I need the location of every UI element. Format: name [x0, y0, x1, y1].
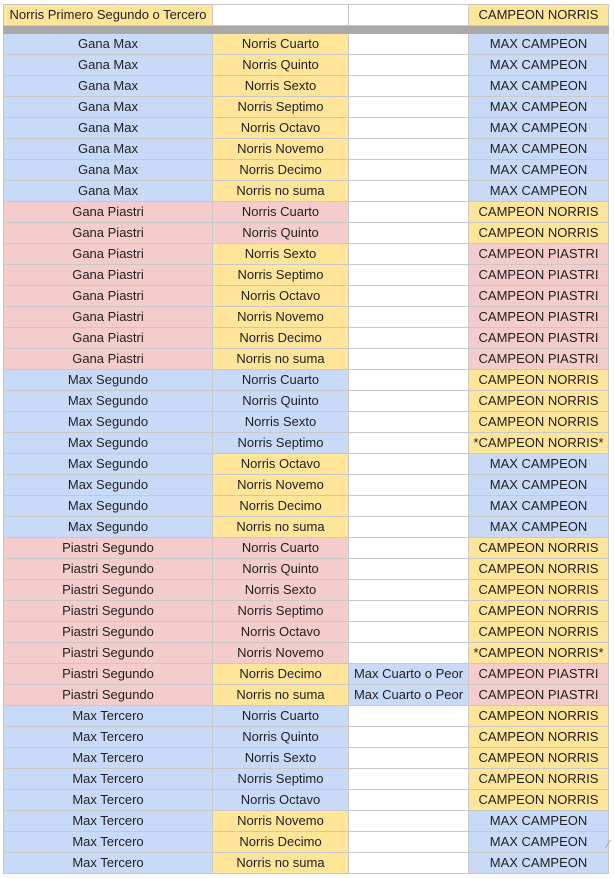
condition-cell[interactable] [349, 286, 469, 307]
result-cell[interactable]: CAMPEON NORRIS [469, 580, 609, 601]
scenario-cell[interactable]: Max Segundo [4, 454, 213, 475]
result-cell[interactable]: CAMPEON NORRIS [469, 559, 609, 580]
table-row [4, 370, 609, 391]
norris-position-cell[interactable]: Norris Octavo [213, 454, 349, 475]
table-row [4, 769, 609, 790]
table-row [4, 517, 609, 538]
scenario-cell[interactable]: Piastri Segundo [4, 622, 213, 643]
result-cell[interactable]: MAX CAMPEON [469, 118, 609, 139]
scenario-cell[interactable]: Gana Max [4, 139, 213, 160]
result-cell[interactable]: CAMPEON NORRIS [469, 622, 609, 643]
header-row [4, 5, 609, 26]
scenario-cell[interactable]: Piastri Segundo [4, 580, 213, 601]
result-cell[interactable]: CAMPEON NORRIS [469, 5, 609, 26]
norris-position-cell[interactable]: Norris Septimo [213, 433, 349, 454]
result-cell[interactable]: MAX CAMPEON [469, 475, 609, 496]
scenario-cell[interactable]: Gana Max [4, 118, 213, 139]
table-row [4, 34, 609, 55]
condition-cell[interactable] [349, 580, 469, 601]
condition-cell[interactable] [349, 76, 469, 97]
scenario-cell[interactable]: Gana Piastri [4, 328, 213, 349]
scenario-cell[interactable]: Gana Max [4, 181, 213, 202]
scenario-cell[interactable]: Max Tercero [4, 748, 213, 769]
norris-position-cell[interactable]: Norris Sexto [213, 748, 349, 769]
scenario-cell[interactable]: Piastri Segundo [4, 685, 213, 706]
condition-cell[interactable] [349, 412, 469, 433]
scenario-cell[interactable]: Max Segundo [4, 496, 213, 517]
scenario-cell[interactable]: Max Segundo [4, 517, 213, 538]
norris-position-cell[interactable]: Norris no suma [213, 685, 349, 706]
scenario-cell[interactable]: Piastri Segundo [4, 559, 213, 580]
result-cell[interactable]: CAMPEON PIASTRI [469, 685, 609, 706]
table-row [4, 664, 609, 685]
table-row [4, 97, 609, 118]
scenario-cell[interactable]: Gana Piastri [4, 349, 213, 370]
norris-position-cell[interactable]: Norris Decimo [213, 160, 349, 181]
scenario-cell[interactable]: Gana Piastri [4, 223, 213, 244]
table-row [4, 832, 609, 853]
separator-cell [349, 26, 469, 34]
scenario-cell[interactable]: Gana Max [4, 34, 213, 55]
condition-cell[interactable] [349, 349, 469, 370]
condition-cell[interactable] [349, 181, 469, 202]
condition-cell[interactable] [349, 559, 469, 580]
result-cell[interactable]: CAMPEON PIASTRI [469, 328, 609, 349]
condition-cell[interactable] [349, 727, 469, 748]
scenario-cell[interactable]: Gana Max [4, 160, 213, 181]
condition-cell[interactable] [349, 433, 469, 454]
result-cell[interactable]: MAX CAMPEON [469, 811, 609, 832]
condition-cell[interactable] [349, 622, 469, 643]
table-row [4, 286, 609, 307]
table-row [4, 643, 609, 664]
table-row [4, 601, 609, 622]
scenario-cell[interactable]: Max Segundo [4, 433, 213, 454]
result-cell[interactable]: CAMPEON PIASTRI [469, 664, 609, 685]
table-row [4, 223, 609, 244]
result-cell[interactable]: CAMPEON PIASTRI [469, 265, 609, 286]
table-row [4, 580, 609, 601]
condition-cell[interactable] [349, 202, 469, 223]
result-cell[interactable]: MAX CAMPEON [469, 517, 609, 538]
condition-cell[interactable] [349, 496, 469, 517]
result-cell[interactable]: CAMPEON PIASTRI [469, 349, 609, 370]
separator-cell [4, 26, 213, 34]
condition-cell[interactable] [349, 5, 469, 26]
scenario-cell[interactable]: Gana Max [4, 76, 213, 97]
norris-position-cell[interactable]: Norris Octavo [213, 118, 349, 139]
condition-cell[interactable] [349, 853, 469, 874]
scenario-cell[interactable]: Max Segundo [4, 391, 213, 412]
norris-position-cell[interactable]: Norris Novemo [213, 643, 349, 664]
table-row [4, 433, 609, 454]
scenario-cell[interactable]: Gana Max [4, 97, 213, 118]
norris-position-cell[interactable]: Norris Cuarto [213, 706, 349, 727]
norris-position-cell[interactable]: Norris Decimo [213, 664, 349, 685]
scenario-cell[interactable]: Gana Piastri [4, 202, 213, 223]
condition-cell[interactable] [349, 244, 469, 265]
norris-position-cell[interactable]: Norris Cuarto [213, 370, 349, 391]
result-cell[interactable]: MAX CAMPEON [469, 34, 609, 55]
scenario-cell[interactable]: Max Tercero [4, 832, 213, 853]
scenario-cell[interactable]: Piastri Segundo [4, 538, 213, 559]
norris-position-cell[interactable]: Norris Novemo [213, 475, 349, 496]
scenario-cell[interactable]: Gana Piastri [4, 265, 213, 286]
table-row [4, 748, 609, 769]
norris-position-cell[interactable]: Norris Octavo [213, 790, 349, 811]
table-row [4, 139, 609, 160]
norris-position-cell[interactable]: Norris Cuarto [213, 34, 349, 55]
table-row [4, 202, 609, 223]
table-row [4, 475, 609, 496]
condition-cell[interactable]: Max Cuarto o Peor [349, 685, 469, 706]
norris-position-cell[interactable]: Norris Novemo [213, 811, 349, 832]
table-row [4, 685, 609, 706]
table-row [4, 853, 609, 874]
result-cell[interactable]: MAX CAMPEON [469, 832, 609, 853]
norris-position-cell[interactable]: Norris Sexto [213, 244, 349, 265]
result-cell[interactable]: CAMPEON PIASTRI [469, 244, 609, 265]
condition-cell[interactable] [349, 223, 469, 244]
result-cell[interactable]: MAX CAMPEON [469, 160, 609, 181]
condition-cell[interactable] [349, 97, 469, 118]
result-cell[interactable]: MAX CAMPEON [469, 181, 609, 202]
scenario-cell[interactable]: Norris Primero Segundo o Tercero [4, 5, 213, 26]
spreadsheet-grid [3, 4, 609, 874]
scenario-cell[interactable]: Piastri Segundo [4, 664, 213, 685]
condition-cell[interactable] [349, 538, 469, 559]
edge-marker-icon: ⁄ [607, 838, 609, 851]
norris-position-cell[interactable]: Norris no suma [213, 181, 349, 202]
table-row [4, 307, 609, 328]
result-cell[interactable]: CAMPEON NORRIS [469, 769, 609, 790]
table-row [4, 76, 609, 97]
condition-cell[interactable] [349, 370, 469, 391]
norris-position-cell[interactable] [213, 5, 349, 26]
norris-position-cell[interactable]: Norris Quinto [213, 391, 349, 412]
scenario-cell[interactable]: Gana Max [4, 55, 213, 76]
result-cell[interactable]: MAX CAMPEON [469, 853, 609, 874]
condition-cell[interactable] [349, 307, 469, 328]
condition-cell[interactable] [349, 832, 469, 853]
scenario-cell[interactable]: Gana Piastri [4, 286, 213, 307]
norris-position-cell[interactable]: Norris Septimo [213, 97, 349, 118]
norris-position-cell[interactable]: Norris Quinto [213, 727, 349, 748]
table-row [4, 706, 609, 727]
result-cell[interactable]: MAX CAMPEON [469, 139, 609, 160]
separator-cell [213, 26, 349, 34]
scenario-cell[interactable]: Max Tercero [4, 853, 213, 874]
condition-cell[interactable] [349, 454, 469, 475]
norris-position-cell[interactable]: Norris Octavo [213, 622, 349, 643]
result-cell[interactable]: CAMPEON NORRIS [469, 748, 609, 769]
condition-cell[interactable] [349, 475, 469, 496]
scenario-cell[interactable]: Gana Piastri [4, 307, 213, 328]
norris-position-cell[interactable]: Norris no suma [213, 349, 349, 370]
result-cell[interactable]: CAMPEON PIASTRI [469, 286, 609, 307]
table-row [4, 118, 609, 139]
table-row [4, 181, 609, 202]
condition-cell[interactable] [349, 811, 469, 832]
condition-cell[interactable] [349, 790, 469, 811]
condition-cell[interactable] [349, 748, 469, 769]
result-cell[interactable]: CAMPEON NORRIS [469, 370, 609, 391]
separator-cell [469, 26, 609, 34]
separator-row [4, 26, 609, 34]
table-row [4, 265, 609, 286]
table-row [4, 55, 609, 76]
result-cell[interactable]: CAMPEON NORRIS [469, 601, 609, 622]
condition-cell[interactable] [349, 139, 469, 160]
result-cell[interactable]: CAMPEON NORRIS [469, 727, 609, 748]
norris-position-cell[interactable]: Norris no suma [213, 517, 349, 538]
table-row [4, 622, 609, 643]
norris-position-cell[interactable]: Norris Cuarto [213, 202, 349, 223]
table-row [4, 328, 609, 349]
condition-cell[interactable] [349, 265, 469, 286]
condition-cell[interactable] [349, 706, 469, 727]
norris-position-cell[interactable]: Norris Novemo [213, 307, 349, 328]
condition-cell[interactable] [349, 391, 469, 412]
norris-position-cell[interactable]: Norris Septimo [213, 265, 349, 286]
spreadsheet-body [4, 5, 609, 874]
scenario-cell[interactable]: Max Tercero [4, 769, 213, 790]
condition-cell[interactable] [349, 643, 469, 664]
scenario-cell[interactable]: Max Segundo [4, 412, 213, 433]
condition-cell[interactable]: Max Cuarto o Peor [349, 664, 469, 685]
norris-position-cell[interactable]: Norris Septimo [213, 769, 349, 790]
condition-cell[interactable] [349, 769, 469, 790]
norris-position-cell[interactable]: Norris Octavo [213, 286, 349, 307]
table-row [4, 160, 609, 181]
norris-position-cell[interactable]: Norris Septimo [213, 601, 349, 622]
scenario-cell[interactable]: Max Tercero [4, 706, 213, 727]
result-cell[interactable]: MAX CAMPEON [469, 454, 609, 475]
scenario-cell[interactable]: Max Tercero [4, 790, 213, 811]
scenario-cell[interactable]: Max Segundo [4, 370, 213, 391]
table-row [4, 244, 609, 265]
scenario-cell[interactable]: Gana Piastri [4, 244, 213, 265]
result-cell[interactable]: CAMPEON NORRIS [469, 790, 609, 811]
table-row [4, 496, 609, 517]
result-cell[interactable]: MAX CAMPEON [469, 496, 609, 517]
table-row [4, 727, 609, 748]
norris-position-cell[interactable]: Norris Quinto [213, 55, 349, 76]
norris-position-cell[interactable]: Norris Quinto [213, 223, 349, 244]
norris-position-cell[interactable]: Norris Decimo [213, 496, 349, 517]
result-cell[interactable]: MAX CAMPEON [469, 55, 609, 76]
result-cell[interactable]: CAMPEON NORRIS [469, 412, 609, 433]
result-cell[interactable]: CAMPEON NORRIS [469, 538, 609, 559]
scenario-cell[interactable]: Max Segundo [4, 475, 213, 496]
norris-position-cell[interactable]: Norris Quinto [213, 559, 349, 580]
table-row [4, 454, 609, 475]
norris-position-cell[interactable]: Norris Sexto [213, 76, 349, 97]
table-row [4, 412, 609, 433]
result-cell[interactable]: CAMPEON NORRIS [469, 202, 609, 223]
condition-cell[interactable] [349, 328, 469, 349]
scenario-cell[interactable]: Max Tercero [4, 727, 213, 748]
table-row [4, 790, 609, 811]
result-cell[interactable]: CAMPEON PIASTRI [469, 307, 609, 328]
result-cell[interactable]: CAMPEON NORRIS [469, 706, 609, 727]
norris-position-cell[interactable]: Norris Sexto [213, 580, 349, 601]
norris-position-cell[interactable]: Norris Decimo [213, 832, 349, 853]
condition-cell[interactable] [349, 601, 469, 622]
norris-position-cell[interactable]: Norris Cuarto [213, 538, 349, 559]
condition-cell[interactable] [349, 118, 469, 139]
condition-cell[interactable] [349, 517, 469, 538]
condition-cell[interactable] [349, 55, 469, 76]
result-cell[interactable]: CAMPEON NORRIS [469, 223, 609, 244]
norris-position-cell[interactable]: Norris Sexto [213, 412, 349, 433]
norris-position-cell[interactable]: Norris Decimo [213, 328, 349, 349]
table-row [4, 349, 609, 370]
result-cell[interactable]: MAX CAMPEON [469, 97, 609, 118]
norris-position-cell[interactable]: Norris Novemo [213, 139, 349, 160]
result-cell[interactable]: CAMPEON NORRIS [469, 391, 609, 412]
norris-position-cell[interactable]: Norris no suma [213, 853, 349, 874]
scenario-cell[interactable]: Piastri Segundo [4, 601, 213, 622]
table-row [4, 559, 609, 580]
table-row [4, 538, 609, 559]
condition-cell[interactable] [349, 160, 469, 181]
result-cell[interactable]: MAX CAMPEON [469, 76, 609, 97]
result-cell[interactable]: *CAMPEON NORRIS* [469, 433, 609, 454]
scenario-cell[interactable]: Max Tercero [4, 811, 213, 832]
table-row [4, 391, 609, 412]
result-cell[interactable]: *CAMPEON NORRIS* [469, 643, 609, 664]
condition-cell[interactable] [349, 34, 469, 55]
table-row [4, 811, 609, 832]
scenario-cell[interactable]: Piastri Segundo [4, 643, 213, 664]
